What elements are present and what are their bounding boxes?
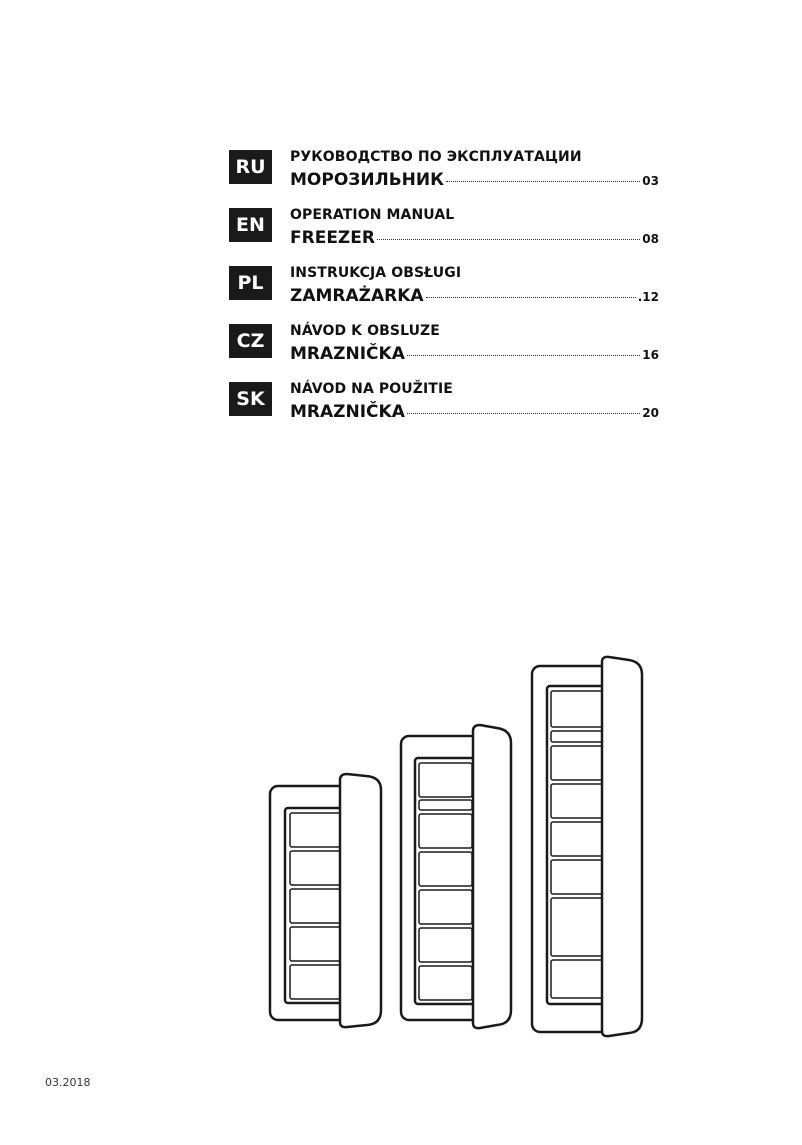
page-number-en: 08 [642,232,659,246]
dot-leader [377,239,640,240]
page-number-sk: 20 [642,406,659,420]
small-freezer-icon [270,774,381,1027]
page-number-pl: .12 [637,290,659,304]
product-name-pl: ZAMRAŻARKA [290,286,424,306]
language-badge-sk: SK [229,382,272,416]
product-name-ru: МОРОЗИЛЬНИК [290,170,445,190]
manual-heading-sk: NÁVOD NA POUŽITIE [290,381,453,397]
toc-entry-sk[interactable] [229,380,659,435]
tall-freezer-icon [532,657,642,1036]
manual-heading-ru: РУКОВОДСТВО ПО ЭКСПЛУАТАЦИИ [290,149,582,165]
medium-freezer-icon [401,725,511,1028]
product-name-sk: MRAZNIČKA [290,402,405,422]
dot-leader [426,297,636,298]
dot-leader [407,413,640,414]
product-name-en: FREEZER [290,228,375,248]
dot-leader [446,181,640,182]
page-number-ru: 03 [642,174,659,188]
language-badge-en: EN [229,208,272,242]
manual-heading-cz: NÁVOD K OBSLUZE [290,323,440,339]
toc-entry-pl[interactable] [229,264,659,319]
toc-entry-en[interactable] [229,206,659,261]
manual-heading-en: OPERATION MANUAL [290,207,455,223]
freezer-lineup-illustration [229,440,659,1040]
manual-heading-pl: INSTRUKCJA OBSŁUGI [290,265,462,281]
dot-leader [407,355,640,356]
table-of-contents [229,148,659,438]
toc-entry-cz[interactable] [229,322,659,377]
toc-entry-ru[interactable] [229,148,659,203]
product-name-cz: MRAZNIČKA [290,344,405,364]
language-badge-pl: PL [229,266,272,300]
language-badge-cz: CZ [229,324,272,358]
page-number-cz: 16 [642,348,659,362]
language-badge-ru: RU [229,150,272,184]
publication-date: 03.2018 [45,1076,91,1089]
